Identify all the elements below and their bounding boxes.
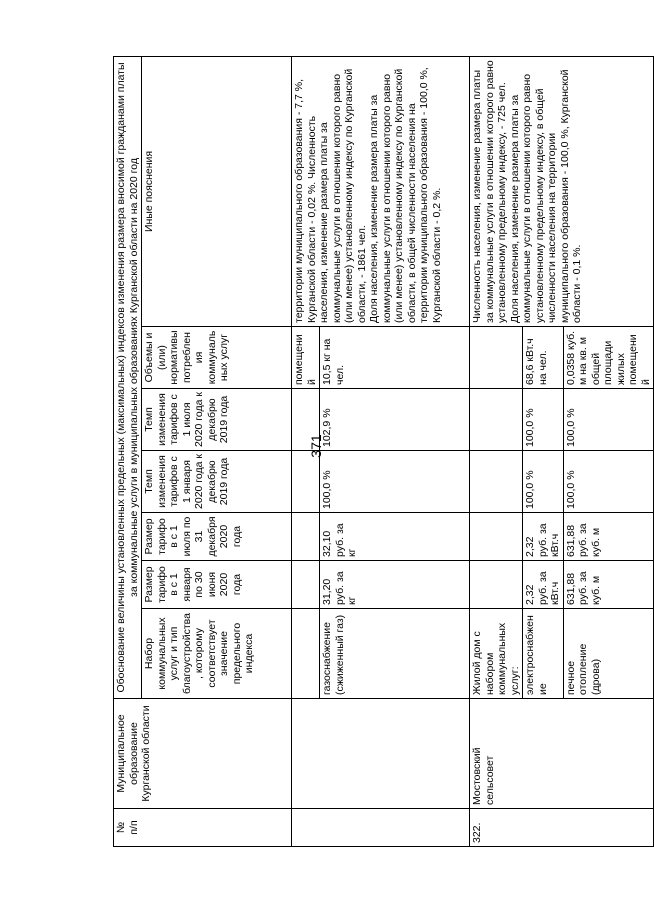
cell-electric-rate1: 100,0 % — [523, 451, 564, 513]
cell-heating-tariff1: 631,88 руб. за куб. м — [563, 561, 654, 609]
cell-gas-rate2: 102,9 % — [320, 389, 470, 451]
cell-322-empty-d — [470, 389, 523, 451]
cell-electric-volume: 68,6 кВт.ч на чел. — [523, 327, 564, 389]
cell-empty-set — [292, 609, 320, 699]
cell-322-set-label: Жилой дом с набором коммунальных услуг: — [470, 609, 523, 699]
cell-322-empty-e — [470, 327, 523, 389]
header-group-title: Обоснование величины установленных предельных (максимальных) индексов изменения размера вносимой гражданами платы за коммунальные услуги в муниципальных образованиях Курганской области на 2020 год — [114, 56, 142, 698]
cell-empty-rate1 — [292, 451, 320, 513]
page-number: 371 — [308, 434, 324, 458]
cell-empty-tariff1 — [292, 561, 320, 609]
cell-gas-rate1: 100,0 % — [320, 451, 470, 513]
cell-heating-volume: 0,0358 куб. м на кв. м общей площади жилых помещений — [563, 327, 654, 389]
rotated-table-container — [113, 57, 652, 847]
header-row-1 — [114, 56, 142, 846]
header-municipality: Муниципальное образование Курганской области — [114, 699, 292, 809]
continuation-row — [292, 56, 320, 846]
cell-gas-tariff1: 31,20 руб. за кг — [320, 561, 470, 609]
cell-gas-tariff2: 32,10 руб. за кг — [320, 513, 470, 561]
cell-heating-tariff2: 631,88 руб. за куб. м — [563, 513, 654, 561]
tariff-index-table — [113, 56, 654, 847]
cell-electric-service: электроснабжение — [523, 609, 564, 699]
header-rate-1: Темп изменения тарифов с 1 января 2020 года к декабрю 2019 года — [142, 451, 292, 513]
header-set: Набор коммунальных услуг и тип благоустройства, которому соответствует значение предельного индекса — [142, 609, 292, 699]
cell-heating-rate2: 100,0 % — [563, 389, 654, 451]
cell-322-notes: Численность населения, изменение размера платы за коммунальные услуги в отношении которого равно установленному предельному индексу, - 725 чел. Доля населения, изменение размера платы за коммунальные услуги в отношении которого равно установленному предельному индексу, в общей численности населения на территории муниципального образования - 100,0 %, Курганской области - 0,1 %. — [470, 56, 654, 326]
header-tariff-1: Размер тарифов с 1 января по 30 июня 2020 года — [142, 561, 292, 609]
cell-gas-notes: территории муниципального образования - 7,7 %, Курганской области - 0,02 %. Численность населения, изменение размера платы за коммунальные услуги в отношении которого равно (или менее) установленному индексу по Курганской области, - 1861 чел. Доля населения, изменение размера платы за коммунальные услуги в отношении которого равно (или менее) установленному индексу по Курганской области, в общей численности населения на территории муниципального образования - 100,0 %, Курганской области - 0,2 %. — [292, 56, 470, 326]
cell-gas-service: газоснабжение (сжиженный газ) — [320, 609, 470, 699]
row-322-header — [470, 56, 523, 846]
cell-volume-tail: помещений — [292, 327, 320, 389]
cell-gas-volume: 10,5 кг на чел. — [320, 327, 470, 389]
cell-322-empty-a — [470, 561, 523, 609]
header-notes: Иные пояснения — [142, 56, 292, 326]
cell-empty-rate2 — [292, 389, 320, 451]
cell-electric-rate2: 100,0 % — [523, 389, 564, 451]
cell-empty-tariff2 — [292, 513, 320, 561]
cell-322-no: 322. — [470, 809, 654, 847]
cell-electric-tariff2: 2,32 руб. за кВт.ч — [523, 513, 564, 561]
header-volumes: Объемы и (или) нормативы потребления коммунальных услуг — [142, 327, 292, 389]
cell-empty-no — [292, 809, 470, 847]
header-rate-2: Темп изменения тарифов с 1 июля 2020 года к декабрю 2019 года — [142, 389, 292, 451]
cell-heating-service: печное отопление (дрова) — [563, 609, 654, 699]
header-no: № п/п — [114, 809, 292, 847]
cell-322-empty-b — [470, 513, 523, 561]
cell-heating-rate1: 100,0 % — [563, 451, 654, 513]
cell-322-municipality: Мостовский сельсовет — [470, 699, 654, 809]
header-tariff-2: Размер тарифов с 1 июля по 31 декабря 2020 года — [142, 513, 292, 561]
cell-electric-tariff1: 2,32 руб. за кВт.ч — [523, 561, 564, 609]
cell-322-empty-c — [470, 451, 523, 513]
cell-empty-municipality — [292, 699, 470, 809]
